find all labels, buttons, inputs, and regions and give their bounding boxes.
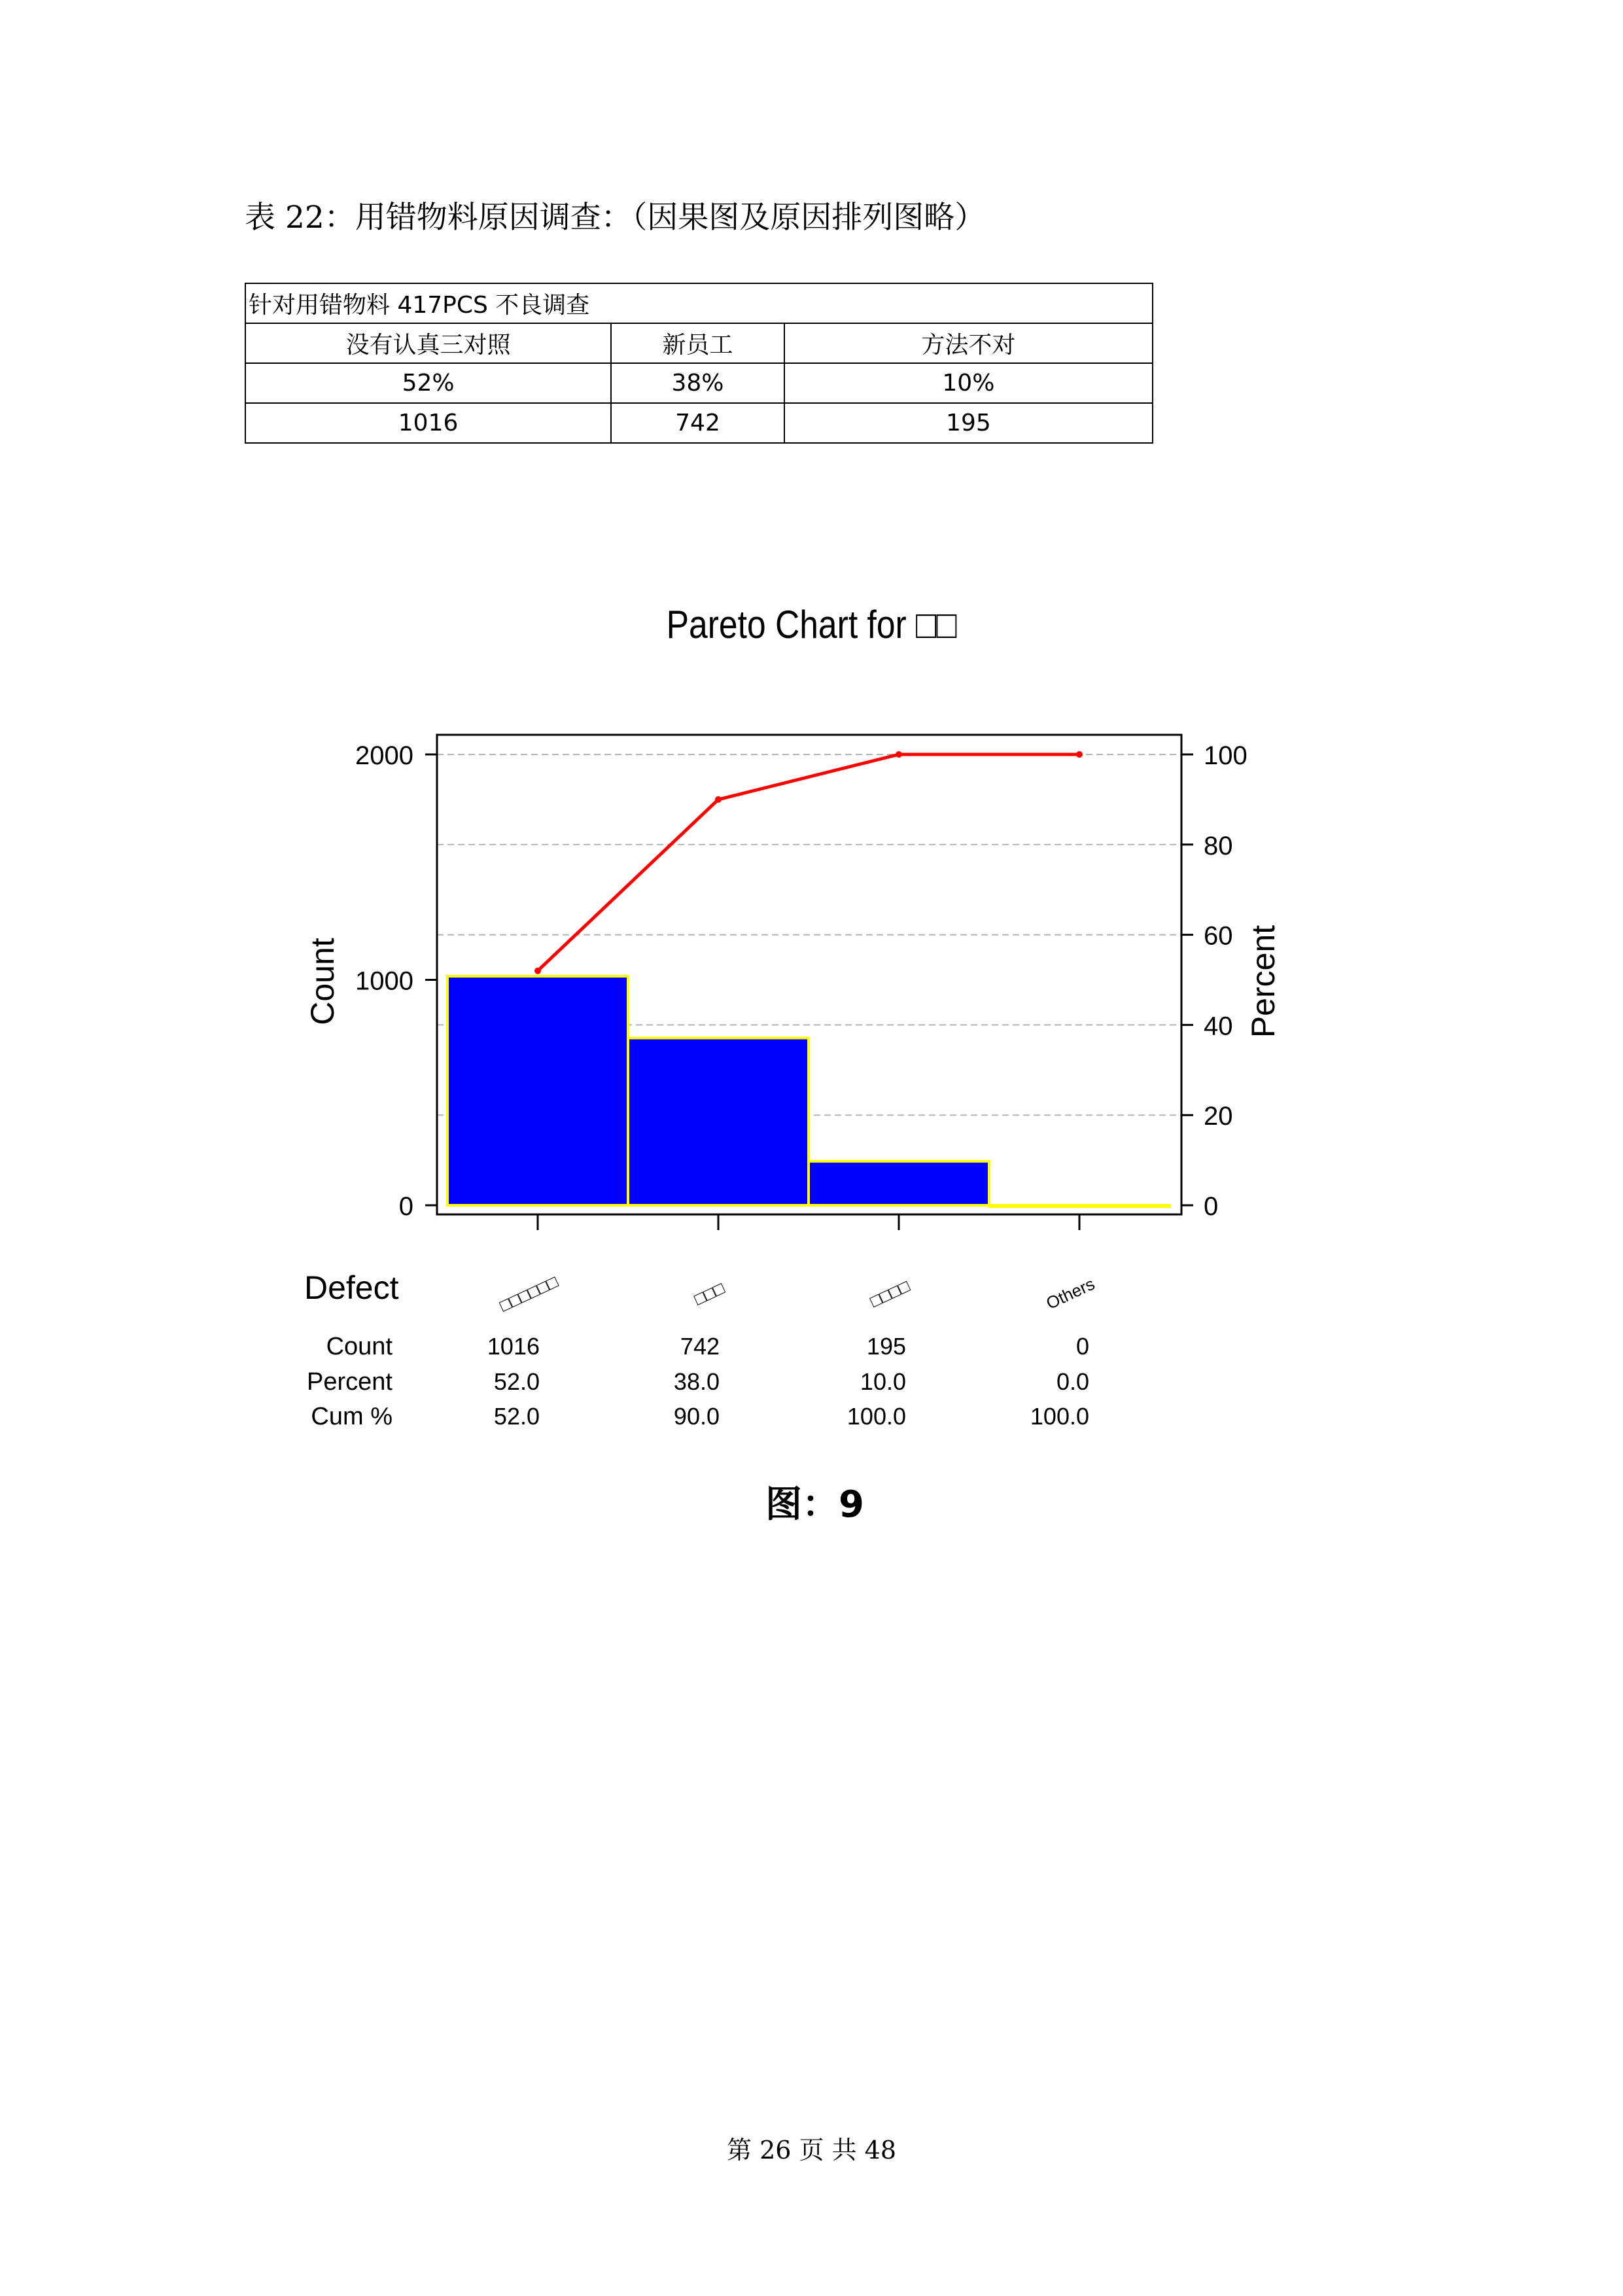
y-tick-label: 2000 [355,741,413,770]
table-title: 针对用错物料 417PCS 不良调查 [245,283,1153,323]
y-tick-label: 1000 [355,966,413,996]
table-cell: 38% [611,363,784,403]
cum-percent-line [538,754,1079,971]
category-label: □□□□□□ [497,1271,561,1316]
category-label: Others [1043,1273,1098,1313]
table-cell: 195 [784,403,1153,443]
table-cell: 52% [245,363,611,403]
chart-title: Pareto Chart for □□ [666,603,957,646]
count-bar [447,976,628,1205]
y2-tick-label: 80 [1204,831,1233,860]
y2-tick-label: 0 [1204,1192,1219,1221]
y2-tick-label: 100 [1204,741,1248,770]
table-cell: 10% [784,363,1153,403]
count-bar [989,1205,1170,1207]
table-cell: 742 [611,403,784,443]
summary-value: 195 [866,1333,906,1360]
summary-value: 52.0 [493,1368,540,1395]
x-axis-title: Defect [304,1269,399,1306]
table-header-cell: 方法不对 [784,323,1153,363]
summary-row-label: Percent [307,1368,393,1396]
y-axis-title: Count [304,938,341,1025]
summary-value: 38.0 [673,1368,720,1395]
figure-label: 图：9 [765,1483,864,1526]
summary-value: 90.0 [673,1403,720,1430]
table-caption: 表 22：用错物料原因调查：（因果图及原因排列图略） [245,200,986,236]
summary-row-label: Count [326,1333,393,1360]
summary-value: 100.0 [846,1403,906,1430]
summary-value: 52.0 [493,1403,540,1430]
summary-value: 742 [680,1333,720,1360]
cum-percent-point [1076,751,1083,758]
summary-value: 0 [1075,1333,1089,1360]
cum-percent-point [896,751,902,758]
category-label: □□□□ [867,1275,913,1311]
count-bar [809,1161,989,1205]
y2-tick-label: 20 [1204,1102,1233,1131]
y2-axis-title: Percent [1245,925,1282,1038]
summary-value: 10.0 [860,1368,906,1395]
table-cell: 1016 [245,403,611,443]
summary-value: 100.0 [1030,1403,1089,1430]
table-header-cell: 新员工 [611,323,784,363]
page-footer: 第 26 页 共 48 [726,2136,897,2164]
y-tick-label: 0 [398,1192,413,1221]
summary-value: 1016 [487,1333,540,1360]
y2-tick-label: 40 [1204,1012,1233,1041]
table-header-cell: 没有认真三对照 [245,323,611,363]
count-bar [628,1038,809,1205]
cum-percent-point [715,796,722,803]
summary-value: 0.0 [1056,1368,1089,1395]
cum-percent-point [534,968,541,974]
summary-row-label: Cum % [311,1403,393,1430]
y2-tick-label: 60 [1204,921,1233,951]
category-label: □□□ [691,1278,727,1309]
